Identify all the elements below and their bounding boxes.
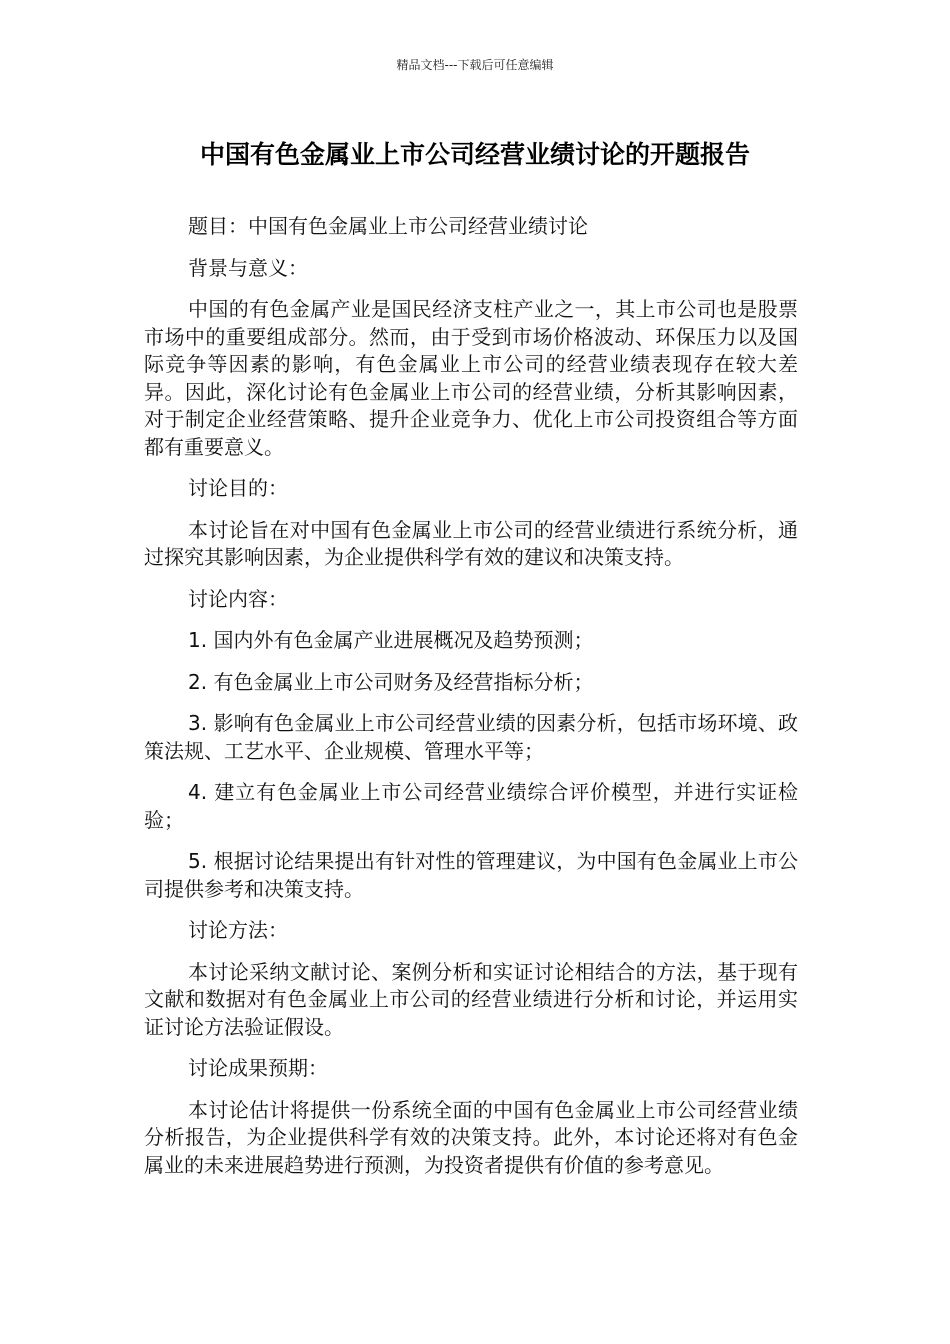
section-heading-content: 讨论内容： — [188, 586, 288, 611]
section-heading-background: 背景与意义： — [188, 255, 308, 280]
method-paragraph: 本讨论采纳文献讨论、案例分析和实证讨论相结合的方法，基于现有文献和数据对有色金属业上市公司的经营业绩进行分析和讨论，并运用实证讨论方法验证假设。 — [144, 959, 798, 1039]
section-heading-method: 讨论方法： — [188, 918, 288, 942]
content-item-1: 1. 国内外有色金属产业进展概况及趋势预测； — [188, 628, 594, 652]
background-paragraph: 中国的有色金属产业是国民经济支柱产业之一，其上市公司也是股票市场中的重要组成部分。然而，由于受到市场价格波动、环保压力以及国际竞争等因素的影响，有色金属业上市公司的经营业绩表现存在较大差异。因此，深化讨论有色金属业上市公司的经营业绩，分析其影响因素，对于制定企业经营策略、提升企业竞争力、优化上市公司投资组合等方面都有重要意义。 — [144, 297, 798, 459]
content-item-4: 4. 建立有色金属业上市公司经营业绩综合评价模型，并进行实证检验； — [144, 780, 798, 832]
section-heading-expected-results: 讨论成果预期： — [188, 1056, 328, 1080]
topic-line: 题目：中国有色金属业上市公司经营业绩讨论 — [188, 214, 588, 238]
page-header: 精品文档---下载后可任意编辑 — [396, 58, 554, 72]
document-title: 中国有色金属业上市公司经营业绩讨论的开题报告 — [199, 140, 750, 169]
document-body — [144, 213, 798, 1193]
content-item-2: 2. 有色金属业上市公司财务及经营指标分析； — [188, 669, 594, 694]
content-item-5: 5. 根据讨论结果提出有针对性的管理建议，为中国有色金属业上市公司提供参考和决策支持。 — [144, 849, 798, 901]
section-heading-purpose: 讨论目的： — [188, 476, 288, 500]
expected-results-paragraph: 本讨论估计将提供一份系统全面的中国有色金属业上市公司经营业绩分析报告，为企业提供科学有效的决策支持。此外，本讨论还将对有色金属业的未来进展趋势进行预测，为投资者提供有价值的参考意见。 — [144, 1097, 798, 1177]
purpose-paragraph: 本讨论旨在对中国有色金属业上市公司的经营业绩进行系统分析，通过探究其影响因素，为企业提供科学有效的建议和决策支持。 — [144, 517, 798, 569]
content-item-3: 3. 影响有色金属业上市公司经营业绩的因素分析，包括市场环境、政策法规、工艺水平、企业规模、管理水平等； — [144, 711, 798, 763]
